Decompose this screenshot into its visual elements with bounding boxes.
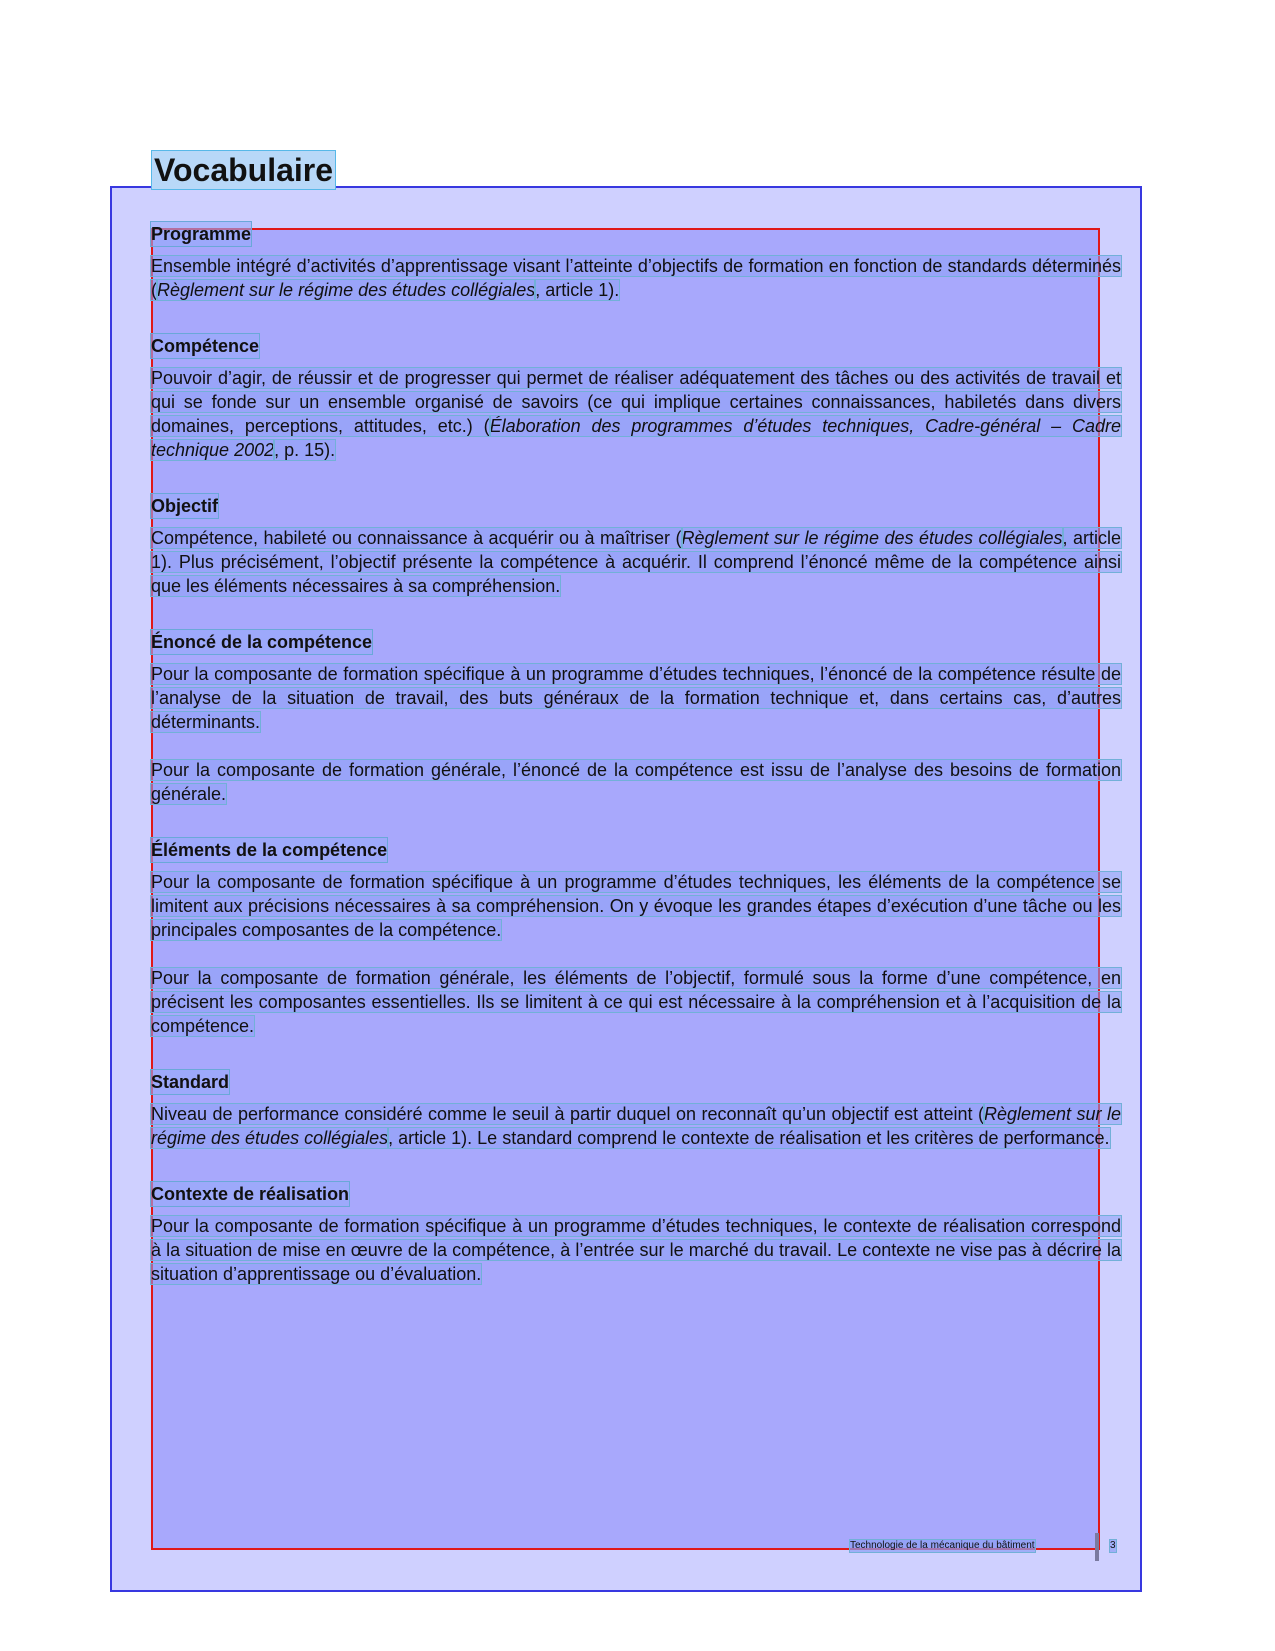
citation-text: Règlement sur le régime des études collégiales [151, 1104, 1121, 1148]
definition-paragraph [151, 526, 1121, 598]
definition-paragraph [151, 662, 1121, 734]
definition-text: Niveau de performance considéré comme le seuil à partir duquel on reconnaît qu’un objectif est atteint ( [151, 1104, 984, 1124]
definition-section [151, 838, 1121, 1038]
term-heading: Énoncé de la compétence [151, 632, 373, 652]
definition-section [151, 334, 1121, 462]
page-footer: Technologie de la mécanique du bâtiment [850, 1540, 1035, 1551]
term-heading: Objectif [151, 496, 219, 516]
definition-section [151, 222, 1121, 302]
definition-text: Pour la composante de formation générale, l’énoncé de la compétence est issu de l’analyse des besoins de formation générale. [151, 760, 1121, 804]
definition-paragraph [151, 1214, 1121, 1286]
term-heading: Programme [151, 224, 252, 244]
definition-text: Pour la composante de formation spécifique à un programme d’études techniques, les éléments de la compétence se limitent aux précisions nécessaires à sa compréhension. On y évoque les grandes étapes d’exécution d’une tâche ou les principales composantes de la compétence. [151, 872, 1121, 940]
definition-text: Compétence, habileté ou connaissance à acquérir ou à maîtriser ( [151, 528, 682, 548]
definition-text: Ensemble intégré d’activités d’apprentissage visant l’atteinte d’objectifs de formation en fonction de standards déterminés ( [151, 256, 1121, 300]
term-heading: Standard [151, 1072, 230, 1092]
page-title: Vocabulaire [151, 150, 336, 190]
definition-text: Pour la composante de formation spécifique à un programme d’études techniques, l’énoncé de la compétence résulte de l’analyse de la situation de travail, des buts généraux de la formation technique et, dans certains cas, d’autres déterminants. [151, 664, 1121, 732]
definition-paragraph [151, 870, 1121, 942]
definition-section [151, 1070, 1121, 1150]
definition-paragraph [151, 966, 1121, 1038]
definition-text: , p. 15). [274, 440, 336, 460]
definition-text: Pour la composante de formation générale, les éléments de l’objectif, formulé sous la forme d’une compétence, en précisent les composantes essentielles. Ils se limitent à ce qui est nécessaire à la compréhension et à l’acquisition de la compétence. [151, 968, 1121, 1036]
definition-paragraph [151, 366, 1121, 462]
definition-section [151, 1182, 1121, 1286]
definition-text: , article 1). Plus précisément, l’objectif présente la compétence à acquérir. Il comprend l’énoncé même de la compétence ainsi que les éléments nécessaires à sa compréhension. [151, 528, 1121, 596]
term-heading: Contexte de réalisation [151, 1184, 350, 1204]
definition-text: Pouvoir d’agir, de réussir et de progresser qui permet de réaliser adéquatement des tâches ou des activités de travail et qui se fonde sur un ensemble organisé de savoirs (ce qui implique certaines connaissances, habiletés dans divers domaines, perceptions, attitudes, etc.) ( [151, 368, 1121, 436]
definition-text: , article 1). Le standard comprend le contexte de réalisation et les critères de performance. [388, 1128, 1110, 1148]
definition-text: , article 1). [535, 280, 620, 300]
definition-section [151, 630, 1121, 806]
definition-section [151, 494, 1121, 598]
term-heading: Compétence [151, 336, 260, 356]
citation-text: Règlement sur le régime des études collégiales [681, 528, 1063, 548]
vocabulary-list [151, 222, 1121, 1318]
definition-text: Pour la composante de formation spécifique à un programme d’études techniques, le contexte de réalisation correspond à la situation de mise en œuvre de la compétence, à l’entrée sur le marché du travail. Le contexte ne vise pas à décrire la situation d’apprentissage ou d’évaluation. [151, 1216, 1121, 1284]
definition-paragraph [151, 254, 1121, 302]
definition-paragraph [151, 758, 1121, 806]
page-marker [1095, 1533, 1099, 1561]
definition-paragraph [151, 1102, 1121, 1150]
citation-text: Règlement sur le régime des études collégiales [157, 280, 536, 300]
term-heading: Éléments de la compétence [151, 840, 388, 860]
citation-text: Élaboration des programmes d’études techniques, Cadre-général – Cadre technique 2002 [151, 416, 1121, 460]
page-number: 3 [1110, 1540, 1116, 1551]
